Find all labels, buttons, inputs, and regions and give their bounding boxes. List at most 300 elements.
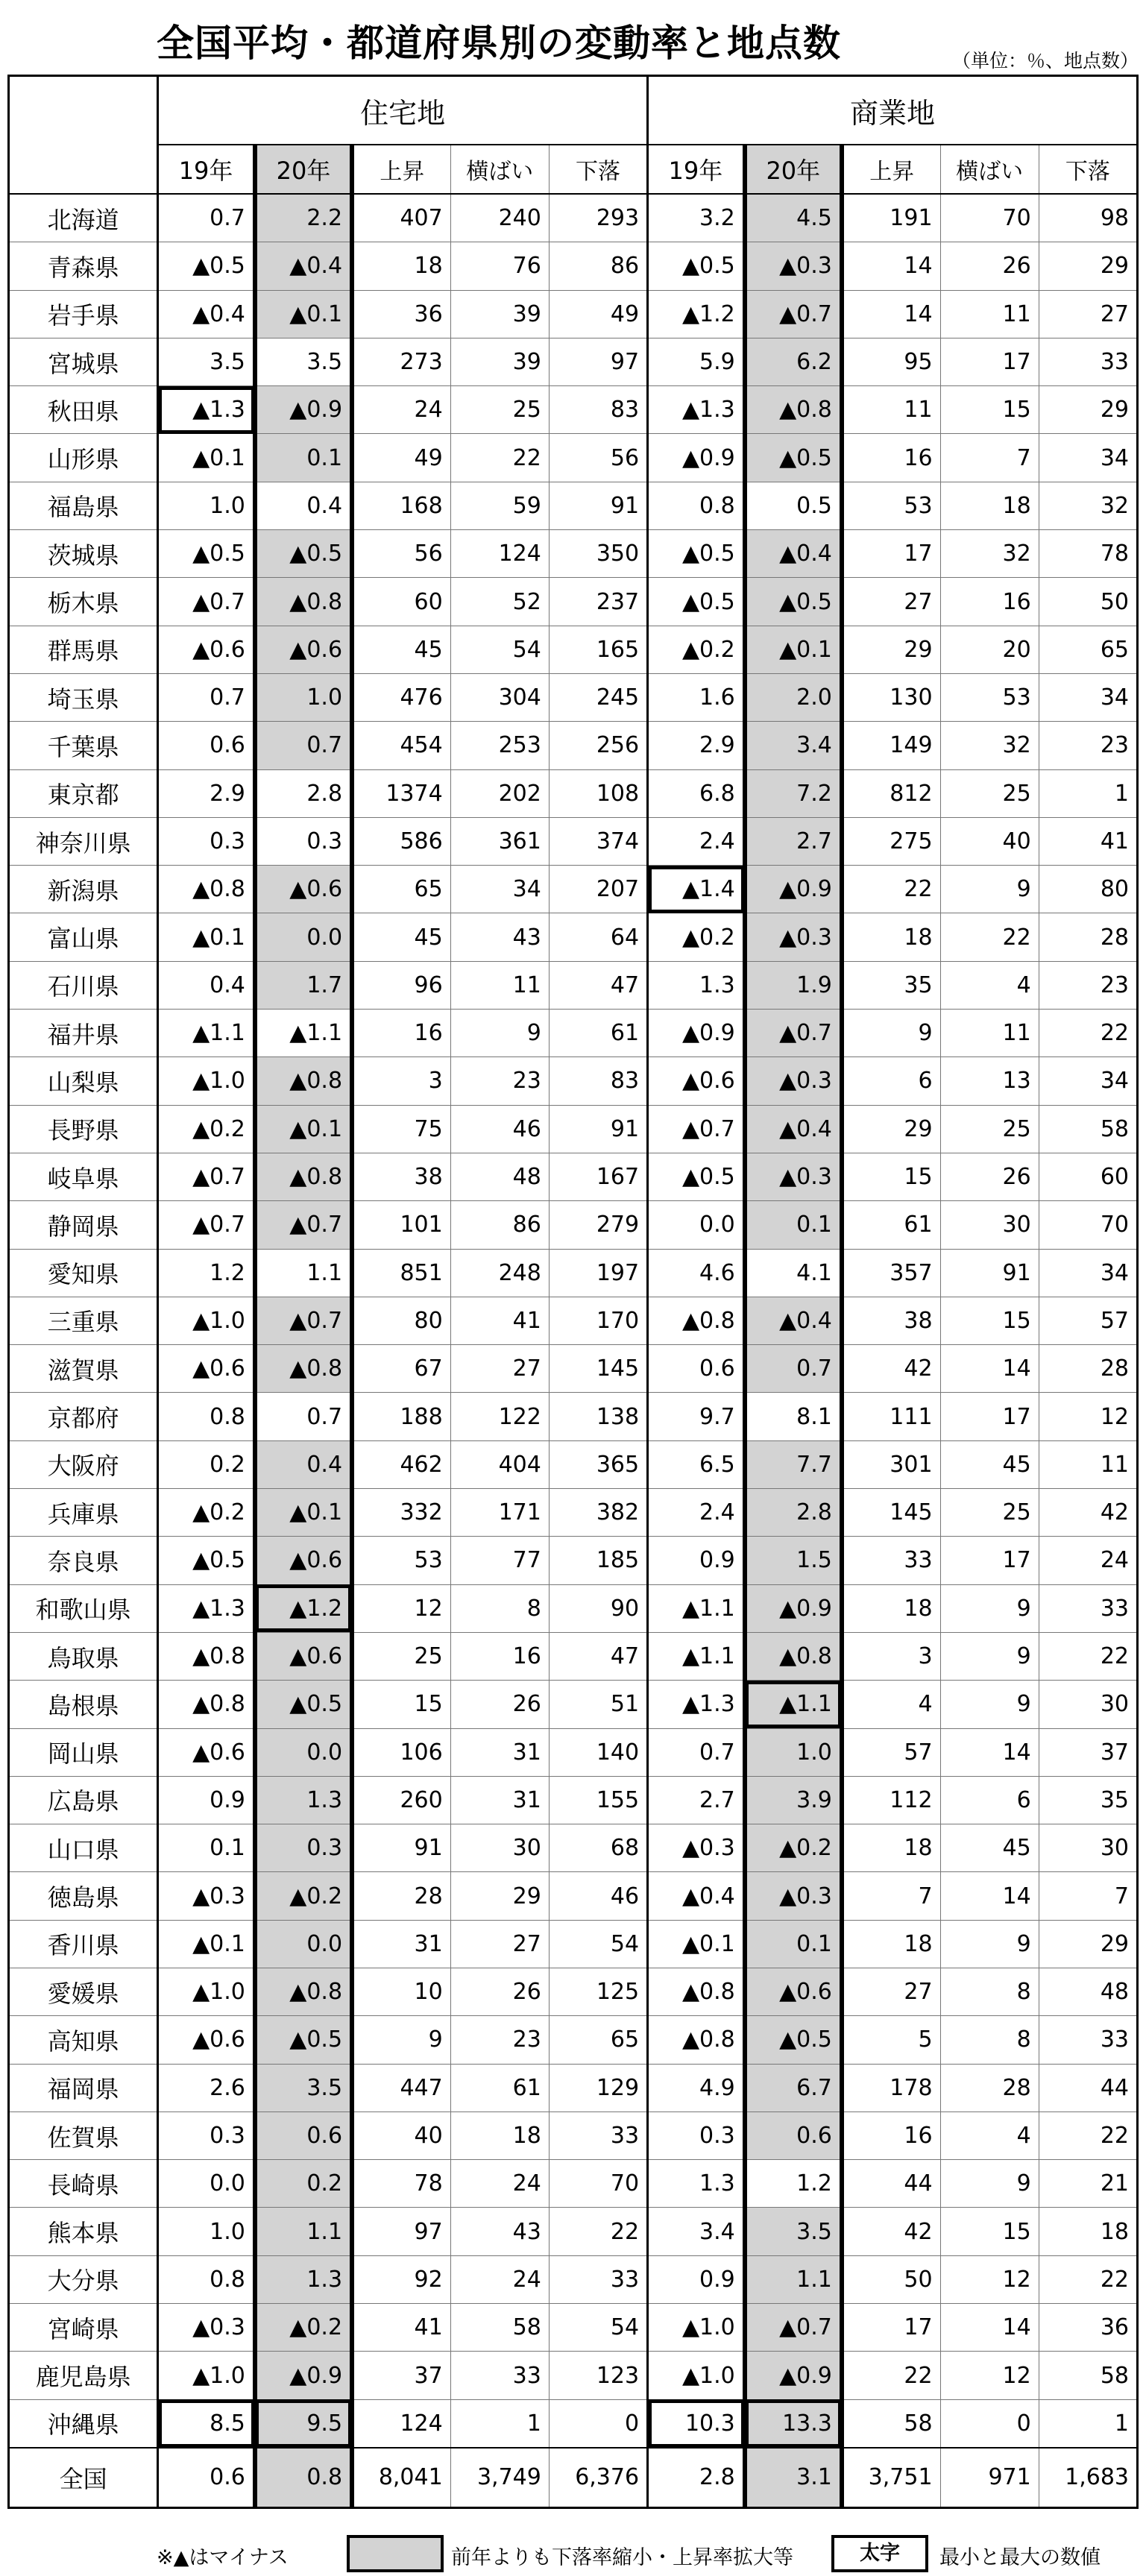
prefecture-name: 大阪府	[9, 1440, 158, 1488]
cell-rdown: 33	[549, 2111, 647, 2159]
prefecture-name: 秋田県	[9, 386, 158, 434]
prefecture-name: 静岡県	[9, 1201, 158, 1249]
cell-c19: ▲1.4	[648, 866, 745, 913]
cell-c19: ▲0.3	[648, 1824, 745, 1872]
cell-c19: 5.9	[648, 338, 745, 385]
cell-rdown: 68	[549, 1824, 647, 1872]
cell-c19: ▲1.0	[648, 2304, 745, 2352]
cell-rup: 41	[352, 2304, 450, 2352]
cell-c20: ▲0.6	[745, 1968, 842, 2015]
cell-r19: 3.5	[158, 338, 255, 385]
cell-cflat: 971	[940, 2448, 1039, 2508]
cell-rdown: 64	[549, 913, 647, 961]
cell-cup: 42	[842, 1345, 940, 1393]
cell-rflat: 48	[450, 1153, 549, 1200]
cell-c20: 2.0	[745, 673, 842, 721]
cell-cdown: 18	[1039, 2208, 1137, 2255]
cell-r20: ▲0.4	[255, 242, 352, 290]
cell-rflat: 26	[450, 1681, 549, 1728]
cell-cup: 29	[842, 1105, 940, 1153]
cell-cflat: 25	[940, 769, 1039, 817]
cell-c20: 3.9	[745, 1776, 842, 1824]
cell-c19: 3.2	[648, 194, 745, 242]
prefecture-name: 北海道	[9, 194, 158, 242]
prefecture-name: 鹿児島県	[9, 2352, 158, 2399]
cell-c19: 0.8	[648, 482, 745, 529]
cell-cup: 38	[842, 1297, 940, 1344]
cell-cflat: 13	[940, 1057, 1039, 1105]
cell-rdown: 245	[549, 673, 647, 721]
cell-r20: 0.6	[255, 2111, 352, 2159]
cell-rup: 447	[352, 2064, 450, 2111]
table-row	[9, 1824, 1138, 1872]
cell-cflat: 15	[940, 386, 1039, 434]
cell-c20: 0.6	[745, 2111, 842, 2159]
cell-rup: 462	[352, 1440, 450, 1488]
cell-cdown: 23	[1039, 722, 1137, 769]
cell-c19: ▲0.8	[648, 2016, 745, 2064]
cell-c20: 7.2	[745, 769, 842, 817]
cell-rflat: 41	[450, 1297, 549, 1344]
cell-rup: 476	[352, 673, 450, 721]
header-c-flat: 横ばい	[940, 145, 1039, 194]
cell-c19: ▲1.1	[648, 1632, 745, 1680]
cell-rdown: 129	[549, 2064, 647, 2111]
cell-cflat: 25	[940, 1489, 1039, 1537]
cell-cup: 18	[842, 1584, 940, 1632]
cell-rup: 168	[352, 482, 450, 529]
cell-r20: ▲0.5	[255, 530, 352, 578]
prefecture-name: 岐阜県	[9, 1153, 158, 1200]
cell-r20: ▲0.9	[255, 2352, 352, 2399]
cell-rdown: 197	[549, 1249, 647, 1297]
cell-rflat: 34	[450, 866, 549, 913]
cell-c19: ▲0.9	[648, 1010, 745, 1057]
cell-r19: 1.0	[158, 482, 255, 529]
cell-cdown: 44	[1039, 2064, 1137, 2111]
cell-rdown: 91	[549, 1105, 647, 1153]
cell-cup: 130	[842, 673, 940, 721]
cell-cflat: 11	[940, 1010, 1039, 1057]
cell-r19: ▲1.1	[158, 1010, 255, 1057]
cell-rup: 28	[352, 1872, 450, 1920]
cell-c20: ▲0.2	[745, 1824, 842, 1872]
cell-cflat: 7	[940, 434, 1039, 482]
cell-r20: 0.8	[255, 2448, 352, 2508]
prefecture-name: 香川県	[9, 1920, 158, 1968]
cell-r19: 0.9	[158, 1776, 255, 1824]
cell-cflat: 9	[940, 1632, 1039, 1680]
cell-rdown: 145	[549, 1345, 647, 1393]
cell-r20: 1.1	[255, 2208, 352, 2255]
cell-cup: 27	[842, 578, 940, 626]
cell-c19: 1.3	[648, 961, 745, 1009]
header-r19: 19年	[158, 145, 255, 194]
cell-cup: 42	[842, 2208, 940, 2255]
cell-r19: ▲0.6	[158, 2016, 255, 2064]
cell-cup: 7	[842, 1872, 940, 1920]
cell-cup: 145	[842, 1489, 940, 1537]
cell-rflat: 86	[450, 1201, 549, 1249]
cell-cup: 3,751	[842, 2448, 940, 2508]
cell-cflat: 0	[940, 2399, 1039, 2448]
cell-rflat: 27	[450, 1920, 549, 1968]
cell-cflat: 14	[940, 1345, 1039, 1393]
cell-c19: ▲0.8	[648, 1968, 745, 2015]
cell-rdown: 49	[549, 290, 647, 338]
cell-cflat: 14	[940, 1872, 1039, 1920]
cell-r20: ▲0.2	[255, 1872, 352, 1920]
cell-c19: 0.3	[648, 2111, 745, 2159]
cell-cdown: 29	[1039, 386, 1137, 434]
cell-rflat: 240	[450, 194, 549, 242]
cell-c20: ▲0.5	[745, 2016, 842, 2064]
cell-r20: 1.3	[255, 2255, 352, 2303]
cell-r20: ▲0.5	[255, 1681, 352, 1728]
cell-r20: 2.8	[255, 769, 352, 817]
cell-rdown: 279	[549, 1201, 647, 1249]
cell-cdown: 98	[1039, 194, 1137, 242]
table-row	[9, 194, 1138, 242]
cell-rup: 3	[352, 1057, 450, 1105]
cell-c20: ▲0.4	[745, 1105, 842, 1153]
table-row	[9, 2160, 1138, 2208]
cell-rup: 10	[352, 1968, 450, 2015]
cell-r19: ▲0.4	[158, 290, 255, 338]
cell-cdown: 36	[1039, 2304, 1137, 2352]
cell-r20: ▲0.8	[255, 1345, 352, 1393]
prefecture-name: 福岡県	[9, 2064, 158, 2111]
table-row	[9, 578, 1138, 626]
cell-cflat: 15	[940, 2208, 1039, 2255]
cell-c20: ▲0.5	[745, 578, 842, 626]
cell-c19: 2.8	[648, 2448, 745, 2508]
cell-rup: 101	[352, 1201, 450, 1249]
cell-rflat: 404	[450, 1440, 549, 1488]
cell-rup: 37	[352, 2352, 450, 2399]
cell-rup: 16	[352, 1010, 450, 1057]
cell-r19: 0.6	[158, 722, 255, 769]
cell-rflat: 122	[450, 1393, 549, 1440]
header-c19: 19年	[648, 145, 745, 194]
cell-cdown: 24	[1039, 1537, 1137, 1584]
header-commercial: 商業地	[648, 76, 1138, 145]
table-row	[9, 1632, 1138, 1680]
cell-c20: 6.7	[745, 2064, 842, 2111]
cell-rup: 56	[352, 530, 450, 578]
cell-r19: ▲0.6	[158, 626, 255, 673]
cell-rup: 53	[352, 1537, 450, 1584]
cell-r20: 1.7	[255, 961, 352, 1009]
cell-cup: 15	[842, 1153, 940, 1200]
cell-c20: 1.5	[745, 1537, 842, 1584]
cell-cdown: 29	[1039, 242, 1137, 290]
cell-cdown: 34	[1039, 434, 1137, 482]
prefecture-name: 徳島県	[9, 1872, 158, 1920]
cell-cup: 178	[842, 2064, 940, 2111]
table-row	[9, 1872, 1138, 1920]
cell-r20: 0.2	[255, 2160, 352, 2208]
cell-rup: 36	[352, 290, 450, 338]
cell-rdown: 54	[549, 2304, 647, 2352]
cell-cdown: 57	[1039, 1297, 1137, 1344]
cell-r20: ▲0.1	[255, 290, 352, 338]
cell-c19: 0.6	[648, 1345, 745, 1393]
cell-r19: ▲0.7	[158, 1201, 255, 1249]
cell-cup: 29	[842, 626, 940, 673]
cell-rup: 25	[352, 1632, 450, 1680]
cell-rdown: 56	[549, 434, 647, 482]
cell-cdown: 34	[1039, 673, 1137, 721]
cell-c19: ▲1.1	[648, 1584, 745, 1632]
prefecture-name: 茨城県	[9, 530, 158, 578]
table-row	[9, 2064, 1138, 2111]
cell-c20: ▲1.1	[745, 1681, 842, 1728]
cell-rdown: 256	[549, 722, 647, 769]
cell-r20: ▲0.6	[255, 626, 352, 673]
cell-c20: ▲0.9	[745, 1584, 842, 1632]
cell-cdown: 70	[1039, 1201, 1137, 1249]
cell-cup: 4	[842, 1681, 940, 1728]
cell-rup: 65	[352, 866, 450, 913]
cell-r19: ▲0.5	[158, 1537, 255, 1584]
cell-c19: 6.5	[648, 1440, 745, 1488]
prefecture-name: 山口県	[9, 1824, 158, 1872]
cell-r19: ▲0.7	[158, 578, 255, 626]
cell-r19: ▲0.5	[158, 530, 255, 578]
cell-cflat: 17	[940, 338, 1039, 385]
legend-shade-swatch	[347, 2535, 444, 2572]
cell-c19: ▲0.5	[648, 530, 745, 578]
cell-rflat: 8	[450, 1584, 549, 1632]
cell-rup: 851	[352, 1249, 450, 1297]
cell-rflat: 52	[450, 578, 549, 626]
prefecture-name: 山梨県	[9, 1057, 158, 1105]
cell-cdown: 23	[1039, 961, 1137, 1009]
cell-rflat: 54	[450, 626, 549, 673]
unit-label: （単位：％、地点数）	[951, 50, 1139, 72]
cell-cdown: 1,683	[1039, 2448, 1137, 2508]
cell-c20: 3.5	[745, 2208, 842, 2255]
cell-rup: 67	[352, 1345, 450, 1393]
table-row	[9, 769, 1138, 817]
cell-r19: ▲0.1	[158, 1920, 255, 1968]
prefecture-name: 神奈川県	[9, 817, 158, 865]
cell-cflat: 25	[940, 1105, 1039, 1153]
header-c-down: 下落	[1039, 145, 1137, 194]
cell-rdown: 46	[549, 1872, 647, 1920]
cell-rdown: 374	[549, 817, 647, 865]
cell-cup: 18	[842, 913, 940, 961]
cell-rdown: 61	[549, 1010, 647, 1057]
table-row	[9, 1153, 1138, 1200]
cell-c19: ▲0.7	[648, 1105, 745, 1153]
cell-rflat: 76	[450, 242, 549, 290]
table-row	[9, 1489, 1138, 1537]
header-r-flat: 横ばい	[450, 145, 549, 194]
cell-c19: ▲0.6	[648, 1057, 745, 1105]
cell-r19: 0.2	[158, 1440, 255, 1488]
cell-cflat: 8	[940, 1968, 1039, 2015]
table-row	[9, 866, 1138, 913]
legend-bold-sample: 太字	[831, 2535, 928, 2572]
cell-r19: ▲1.3	[158, 1584, 255, 1632]
cell-r19: 1.2	[158, 1249, 255, 1297]
cell-rdown: 83	[549, 386, 647, 434]
cell-c19: ▲0.5	[648, 1153, 745, 1200]
prefecture-name: 鳥取県	[9, 1632, 158, 1680]
cell-rflat: 59	[450, 482, 549, 529]
cell-rdown: 237	[549, 578, 647, 626]
legend-shade-text: 前年よりも下落率縮小・上昇率拡大等	[451, 2546, 793, 2569]
table-row	[9, 290, 1138, 338]
table-row	[9, 242, 1138, 290]
cell-rup: 78	[352, 2160, 450, 2208]
cell-rflat: 202	[450, 769, 549, 817]
cell-cflat: 17	[940, 1537, 1039, 1584]
cell-rup: 9	[352, 2016, 450, 2064]
cell-c20: ▲0.3	[745, 913, 842, 961]
cell-cup: 58	[842, 2399, 940, 2448]
cell-r19: ▲0.6	[158, 1728, 255, 1776]
cell-rflat: 46	[450, 1105, 549, 1153]
prefecture-name: 京都府	[9, 1393, 158, 1440]
cell-c20: ▲0.7	[745, 290, 842, 338]
cell-cdown: 30	[1039, 1824, 1137, 1872]
prefecture-name: 長野県	[9, 1105, 158, 1153]
table-row	[9, 338, 1138, 385]
cell-cflat: 4	[940, 961, 1039, 1009]
cell-rup: 332	[352, 1489, 450, 1537]
cell-r20: 1.1	[255, 1249, 352, 1297]
cell-cup: 57	[842, 1728, 940, 1776]
cell-cdown: 58	[1039, 2352, 1137, 2399]
cell-cup: 18	[842, 1824, 940, 1872]
cell-c19: ▲1.3	[648, 1681, 745, 1728]
cell-r19: ▲1.0	[158, 1968, 255, 2015]
cell-cflat: 45	[940, 1824, 1039, 1872]
cell-cdown: 12	[1039, 1393, 1137, 1440]
cell-rup: 124	[352, 2399, 450, 2448]
cell-cflat: 32	[940, 530, 1039, 578]
cell-r19: ▲0.2	[158, 1105, 255, 1153]
cell-c20: 1.9	[745, 961, 842, 1009]
cell-rflat: 361	[450, 817, 549, 865]
cell-cdown: 80	[1039, 866, 1137, 913]
cell-rdown: 185	[549, 1537, 647, 1584]
cell-cup: 17	[842, 530, 940, 578]
cell-cdown: 65	[1039, 626, 1137, 673]
cell-r20: ▲0.8	[255, 578, 352, 626]
cell-r19: 2.9	[158, 769, 255, 817]
cell-cup: 17	[842, 2304, 940, 2352]
prefecture-name: 埼玉県	[9, 673, 158, 721]
cell-cup: 14	[842, 290, 940, 338]
cell-r20: 0.4	[255, 1440, 352, 1488]
cell-r20: 0.7	[255, 722, 352, 769]
cell-cflat: 16	[940, 578, 1039, 626]
cell-rflat: 248	[450, 1249, 549, 1297]
cell-r19: 0.1	[158, 1824, 255, 1872]
cell-rdown: 138	[549, 1393, 647, 1440]
page-title: 全国平均・都道府県別の変動率と地点数	[157, 22, 841, 65]
cell-rdown: 33	[549, 2255, 647, 2303]
prefecture-name: 三重県	[9, 1297, 158, 1344]
cell-r20: ▲0.6	[255, 1632, 352, 1680]
cell-rflat: 26	[450, 1968, 549, 2015]
cell-rdown: 123	[549, 2352, 647, 2399]
prefecture-name: 佐賀県	[9, 2111, 158, 2159]
cell-cflat: 11	[940, 290, 1039, 338]
cell-r20: ▲0.5	[255, 2016, 352, 2064]
cell-rup: 188	[352, 1393, 450, 1440]
cell-cdown: 35	[1039, 1776, 1137, 1824]
legend-minus-note: ※▲はマイナス	[157, 2546, 289, 2569]
cell-rflat: 39	[450, 338, 549, 385]
cell-cflat: 30	[940, 1201, 1039, 1249]
cell-rflat: 39	[450, 290, 549, 338]
cell-cup: 16	[842, 2111, 940, 2159]
cell-r19: 0.8	[158, 2255, 255, 2303]
data-table	[7, 75, 1139, 2509]
cell-c20: ▲0.3	[745, 1057, 842, 1105]
table-row	[9, 1393, 1138, 1440]
cell-rdown: 125	[549, 1968, 647, 2015]
cell-cflat: 20	[940, 626, 1039, 673]
cell-cup: 149	[842, 722, 940, 769]
header-residential: 住宅地	[158, 76, 648, 145]
cell-rflat: 31	[450, 1728, 549, 1776]
cell-cup: 18	[842, 1920, 940, 1968]
cell-cdown: 28	[1039, 1345, 1137, 1393]
cell-r19: 0.7	[158, 673, 255, 721]
cell-rflat: 9	[450, 1010, 549, 1057]
cell-c20: 3.1	[745, 2448, 842, 2508]
cell-cup: 112	[842, 1776, 940, 1824]
cell-rflat: 24	[450, 2160, 549, 2208]
cell-r20: 0.4	[255, 482, 352, 529]
table-row	[9, 1584, 1138, 1632]
cell-r20: 0.0	[255, 1728, 352, 1776]
prefecture-name: 沖縄県	[9, 2399, 158, 2448]
prefecture-name: 島根県	[9, 1681, 158, 1728]
cell-cup: 53	[842, 482, 940, 529]
table-row	[9, 1201, 1138, 1249]
cell-rup: 45	[352, 913, 450, 961]
prefecture-name: 福島県	[9, 482, 158, 529]
cell-rup: 97	[352, 2208, 450, 2255]
prefecture-name: 岡山県	[9, 1728, 158, 1776]
cell-r19: ▲0.1	[158, 913, 255, 961]
cell-cup: 35	[842, 961, 940, 1009]
cell-cup: 111	[842, 1393, 940, 1440]
cell-rdown: 51	[549, 1681, 647, 1728]
cell-rup: 80	[352, 1297, 450, 1344]
cell-c20: 1.0	[745, 1728, 842, 1776]
cell-rdown: 365	[549, 1440, 647, 1488]
header-c-up: 上昇	[842, 145, 940, 194]
cell-r20: ▲0.2	[255, 2304, 352, 2352]
cell-r19: ▲0.8	[158, 1632, 255, 1680]
cell-cflat: 91	[940, 1249, 1039, 1297]
cell-c20: 2.7	[745, 817, 842, 865]
cell-rflat: 31	[450, 1776, 549, 1824]
cell-rdown: 6,376	[549, 2448, 647, 2508]
cell-rdown: 47	[549, 1632, 647, 1680]
cell-c20: 0.5	[745, 482, 842, 529]
cell-rflat: 24	[450, 2255, 549, 2303]
cell-cflat: 70	[940, 194, 1039, 242]
